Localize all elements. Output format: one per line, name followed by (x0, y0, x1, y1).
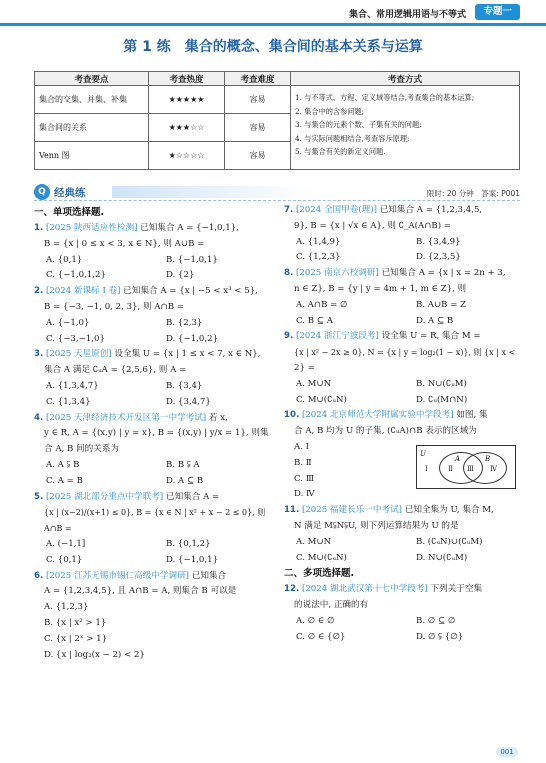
section-bar (34, 183, 520, 201)
option-b[interactable]: B. ∅ ⊆ ∅ (416, 615, 456, 626)
option-c[interactable]: C. M∪(∁ᵤN) (296, 394, 347, 405)
option-b[interactable]: B. {0,1,2} (166, 538, 211, 549)
option-d[interactable]: D. Ⅳ (294, 489, 315, 500)
option-row (34, 395, 274, 411)
venn-region-2: Ⅱ (448, 465, 453, 474)
question-number: 5. (34, 491, 44, 502)
option-d[interactable]: D. {−1,0,1} (166, 554, 219, 565)
table-row (35, 86, 520, 114)
venn-diagram (416, 445, 516, 489)
question-text: B = {x | 0 ≤ x < 3, x ∈ N}, 则 A∪B = (44, 238, 205, 249)
question-source: [2024 浙江宁波段考] (295, 331, 379, 342)
requirements-table (34, 71, 520, 170)
venn-region-3: Ⅲ (467, 465, 474, 474)
question-number: 6. (34, 570, 44, 581)
question-text: y ∈ R, A = {(x,y) | y = x}, B = {(x,y) | y/x = 1}, 则集 (44, 428, 269, 439)
page-header (0, 0, 546, 34)
question-4 (34, 411, 274, 490)
option-c[interactable]: C. {−3,−1,0} (46, 333, 105, 344)
section-gradient (112, 186, 312, 198)
section-heading-multiple-choice: 二、多项选择题. (284, 568, 355, 580)
question-source: [2025 天津经济技术开发区第一中学考试] (45, 412, 207, 423)
question-number: 7. (284, 205, 294, 215)
option-d[interactable]: D. N∪(∁ᵤM) (416, 552, 468, 563)
section-label: 经典练 (54, 187, 86, 199)
option-b[interactable]: B. {2,3} (166, 317, 203, 328)
option-row (34, 253, 274, 269)
venn-universe-label: U (420, 450, 426, 459)
question-source: [2024 全国甲卷(理)] (295, 205, 377, 215)
option-row (284, 551, 524, 567)
question-text: 已知集合 (191, 570, 227, 581)
option-b[interactable]: B. {3,4,9} (416, 236, 461, 247)
header-rule (0, 23, 546, 26)
option-c[interactable]: C. B ⊆ A (296, 315, 333, 326)
option-row (284, 535, 524, 551)
method-line: 2. 集合中的含参问题; (295, 106, 365, 116)
question-number: 11. (284, 505, 300, 516)
option-row (284, 314, 524, 330)
question-text: 已知集合 A = {−1,0,1}, (140, 223, 239, 233)
cell-point: 集合的交集、并集、补集 (35, 86, 149, 114)
question-5 (34, 490, 274, 569)
option-a[interactable]: A. {0,1} (46, 254, 83, 265)
cell-point: 集合间的关系 (35, 114, 149, 142)
question-source: [2025 湖北部分重点中学联考] (45, 491, 164, 502)
question-source: [2025 江苏无锡市锡仁高级中学调研] (45, 570, 190, 581)
question-number: 8. (284, 268, 294, 279)
venn-label-a: A (455, 455, 461, 464)
question-text: 已知集合 A = {x | −5 < x³ < 5}, (123, 286, 258, 297)
page-title: 第 1 练 集合的概念、集合间的基本关系与运算 (123, 39, 423, 55)
question-number: 9. (284, 331, 294, 342)
question-number: 1. (34, 223, 44, 233)
question-number: 2. (34, 286, 44, 297)
option-a[interactable]: A. {1,2,3} (44, 602, 89, 613)
cell-heat: ★★★★★ (149, 86, 225, 114)
question-text: 设全集 U = {x | 1 ≤ x < 7, x ∈ N}, (114, 349, 261, 360)
option-a[interactable]: A. M∪N (296, 536, 332, 547)
option-row (284, 235, 524, 251)
cell-point: Venn 图 (35, 142, 149, 170)
option-d[interactable]: D. A ⊆ B (416, 315, 454, 326)
question-text: 合 A, B 间的关系为 (44, 444, 120, 455)
option-b[interactable]: B. (∁ᵤN)∪(∁ᵤM) (416, 536, 483, 547)
method-line: 4. 与实际问题相结合,考查容斥原理; (295, 133, 410, 143)
question-9 (284, 329, 524, 408)
question-number: 4. (34, 412, 44, 423)
time-limit-info: 限时: 20 分钟 答案: P001 (426, 189, 520, 198)
question-text: 已知集合 A = (165, 491, 220, 502)
topic-badge: 专题一 (475, 4, 520, 20)
option-a[interactable]: A. ∅ ∈ ∅ (296, 615, 335, 626)
option-row (284, 393, 524, 409)
option-a[interactable]: A. Ⅰ (294, 441, 310, 452)
option-b[interactable]: B. {−1,0,1} (166, 254, 218, 265)
cell-methods (291, 86, 520, 170)
question-source: [2024 新课标 Ⅰ 卷] (45, 286, 121, 297)
page-number: 001 (496, 747, 518, 757)
option-c[interactable]: C. {x | 2ˣ > 1} (44, 633, 108, 644)
option-row (34, 332, 274, 348)
col-header-difficulty: 考查难度 (225, 72, 291, 86)
question-number: 12. (284, 584, 300, 595)
question-text: {x | x² − 2x ≥ 0}, N = {x | y = log₂(1 − x)}, 则 {x | x < (294, 348, 516, 358)
option-row (284, 377, 524, 393)
method-line: 3. 与集合的元素个数、子集有关的问题; (295, 120, 422, 130)
option-c[interactable]: C. Ⅲ (294, 473, 315, 484)
option-a[interactable]: A. A∩B = ∅ (296, 299, 348, 310)
question-source: [2024 湖北武汉第十七中学段考] (301, 584, 428, 595)
option-a[interactable]: A. {−1,0} (46, 317, 90, 328)
question-source: [2025 福建长乐一中考试] (301, 505, 403, 516)
option-d[interactable]: D. {3,4,7} (166, 396, 211, 407)
option-c[interactable]: C. ∅ ∈ {∅} (296, 631, 346, 642)
magnifier-icon: Q (34, 184, 50, 200)
option-c[interactable]: C. {1,2,3} (296, 252, 341, 263)
question-11 (284, 503, 524, 566)
option-a[interactable]: A. {1,3,4,7} (46, 380, 99, 391)
option-row (34, 537, 274, 553)
option-c[interactable]: C. A = B (46, 475, 83, 486)
col-header-heat: 考查热度 (149, 72, 225, 86)
option-row (284, 298, 524, 314)
question-text: 合 A, B 均为 U 的子集, (∁ᵤA)∩B 表示的区域为 (294, 426, 477, 437)
question-text: 2} = (294, 362, 315, 373)
option-a[interactable]: A. (−1,1] (46, 538, 86, 549)
question-text: B = {−3, −1, 0, 2, 3}, 则 A∩B = (44, 301, 184, 312)
option-row (34, 553, 274, 569)
question-text: 下列关于空集 (430, 584, 483, 595)
question-6 (34, 569, 274, 664)
question-10 (284, 408, 524, 500)
question-text: N 满足 M⫋N⫋U, 则下列运算结果为 U 的是 (294, 520, 459, 531)
option-a[interactable]: A. M∪N (296, 378, 332, 389)
option-row (34, 379, 274, 395)
question-text: 设全集 U = R, 集合 M = (381, 331, 481, 342)
method-line: 5. 与集合有关的新定义问题. (295, 147, 386, 157)
option-b[interactable]: B. B ⫋ A (166, 459, 200, 470)
question-3 (34, 347, 274, 410)
question-text: 9}, B = {x | √x ∈ A}, 则 ∁_A(A∩B) = (294, 220, 451, 231)
question-source: [2025 南京六校调研] (295, 268, 379, 279)
option-c[interactable]: C. {1,3,4} (46, 396, 91, 407)
cell-difficulty: 容易 (225, 142, 291, 170)
option-row (34, 316, 274, 332)
question-1 (34, 221, 274, 284)
option-d[interactable]: D. A ⊆ B (166, 475, 204, 486)
cell-heat: ★★★☆☆ (149, 114, 225, 142)
col-header-point: 考查要点 (35, 72, 149, 86)
question-text: 如图, 集 (456, 410, 488, 421)
cell-difficulty: 容易 (225, 86, 291, 114)
venn-region-1: Ⅰ (425, 465, 428, 474)
option-row (284, 614, 524, 630)
option-a[interactable]: A. A ⫋ B (46, 459, 80, 470)
question-text: 已知集合 A = {1,2,3,4,5, (379, 205, 483, 215)
question-2 (34, 284, 274, 347)
option-row (34, 458, 274, 474)
option-a[interactable]: A. {1,4,9} (296, 236, 341, 247)
question-8 (284, 266, 524, 329)
question-text: 已知集合 A = {x | x = 2n + 3, (381, 268, 506, 279)
option-d[interactable]: D. {2,3,5} (416, 252, 461, 263)
question-number: 10. (284, 410, 300, 421)
venn-label-b: B (485, 455, 491, 464)
option-row (34, 268, 274, 284)
option-d[interactable]: D. {x | log₂(x − 2) < 2} (44, 649, 145, 660)
question-12 (284, 582, 524, 645)
cell-difficulty: 容易 (225, 114, 291, 142)
option-b[interactable]: B. N∪(∁ᵤM) (416, 378, 467, 389)
option-d[interactable]: D. ∁ᵤ(M∩N) (416, 394, 468, 405)
question-7 (284, 203, 524, 266)
right-column (284, 203, 524, 646)
question-text: 若 x, (208, 412, 228, 423)
question-source: [2024 北京师范大学附属实验中学段考] (301, 410, 454, 421)
question-source: [2025 天星原创] (45, 349, 112, 360)
method-line: 1. 与不等式、方程、定义域等结合,考查集合的基本运算; (295, 93, 475, 102)
option-c[interactable]: C. {0,1} (46, 554, 83, 565)
question-text: 集合 A 满足 ∁ᵤA = {2,5,6}, 则 A = (44, 365, 187, 376)
option-c[interactable]: C. {−1,0,1,2} (46, 270, 106, 281)
option-row (284, 630, 524, 646)
table-header-row (35, 72, 520, 86)
option-b[interactable]: B. Ⅱ (294, 457, 312, 468)
cell-heat: ★☆☆☆☆ (149, 142, 225, 170)
question-text: 的说法中, 正确的有 (294, 600, 369, 611)
question-text: n ∈ Z}, B = {y | y = 4m + 1, m ∈ Z}, 则 (294, 283, 467, 294)
question-number: 3. (34, 349, 44, 360)
option-row (284, 250, 524, 266)
question-source: [2025 陕西适应性检测] (45, 223, 138, 233)
option-b[interactable]: B. A∪B = Z (416, 299, 467, 310)
option-b[interactable]: B. {x | x² > 1} (44, 617, 107, 628)
option-row (34, 474, 274, 490)
option-d[interactable]: D. ∅ ⫋ {∅} (416, 631, 464, 642)
section-heading-single-choice: 一、单项选择题. (34, 207, 105, 218)
option-d[interactable]: D. {−1,0,2} (166, 333, 219, 344)
option-d[interactable]: D. {2} (166, 270, 195, 281)
venn-region-4: Ⅳ (490, 465, 497, 474)
left-column (34, 205, 274, 663)
option-b[interactable]: B. {3,4} (166, 380, 203, 391)
question-text: 已知全集为 U, 集合 M, (404, 505, 494, 516)
question-text: A = {1,2,3,4,5}, 且 A∩B = A, 则集合 B 可以是 (44, 586, 237, 597)
question-text: {x | (x−2)/(x+1) ≤ 0}, B = {x ∈ N | x² + x − 2 ≤ 0}, 则 A∩B = (44, 508, 266, 534)
option-c[interactable]: C. M∪(∁ᵤN) (296, 552, 347, 563)
header-section-title: 集合、常用逻辑用语与不等式 (348, 10, 466, 20)
col-header-methods: 考查方式 (291, 72, 520, 86)
